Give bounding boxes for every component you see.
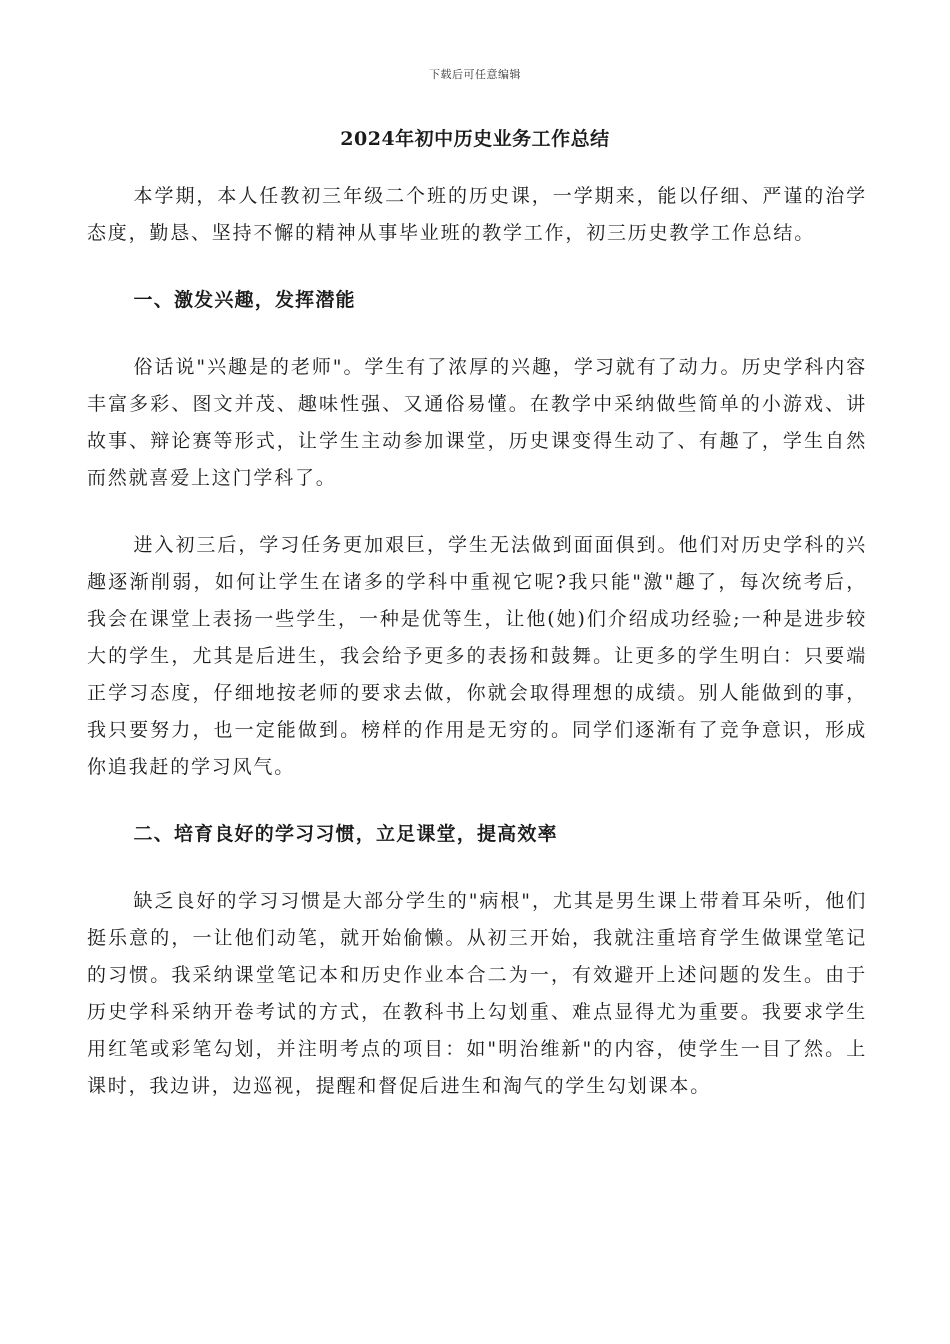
section1-paragraph-1: 俗话说"兴趣是的老师"。学生有了浓厚的兴趣，学习就有了动力。历史学科内容丰富多彩、图文并茂、趣味性强、又通俗易懂。在教学中采纳做些简单的小游戏、讲故事、辩论赛等形式，让学生主动参加课堂，历史课变得生动了、有趣了，学生自然而然就喜爱上这门学科了。 [87,356,867,489]
header-note: 下载后可任意编辑 [429,68,521,81]
spacer [87,786,867,816]
document-body [87,178,867,1105]
section1-paragraph-2: 进入初三后，学习任务更加艰巨，学生无法做到面面俱到。他们对历史学科的兴趣逐渐削弱，如何让学生在诸多的学科中重视它呢?我只能"激"趣了，每次统考后，我会在课堂上表扬一些学生，一种是优等生，让他(她)们介绍成功经验;一种是进步较大的学生，尤其是后进生，我会给予更多的表扬和鼓舞。让更多的学生明白：只要端正学习态度，仔细地按老师的要求去做，你就会取得理想的成绩。别人能做到的事，我只要努力，也一定能做到。榜样的作用是无穷的。同学们逐渐有了竞争意识，形成你追我赶的学习风气。 [87,534,867,778]
intro-paragraph: 本学期，本人任教初三年级二个班的历史课，一学期来，能以仔细、严谨的治学态度，勤恳、坚持不懈的精神从事毕业班的教学工作，初三历史教学工作总结。 [87,185,867,244]
spacer [87,252,867,282]
section2-heading: 二、培育良好的学习习惯，立足课堂，提高效率 [133,823,558,845]
spacer [87,497,867,527]
spacer [87,319,867,349]
section1-heading: 一、激发兴趣，发挥潜能 [133,289,356,311]
section2-paragraph-1: 缺乏良好的学习习惯是大部分学生的"病根"，尤其是男生课上带着耳朵听，他们挺乐意的，一让他们动笔，就开始偷懒。从初三开始，我就注重培育学生做课堂笔记的习惯。我采纳课堂笔记本和历史作业本合二为一，有效避开上述问题的发生。由于历史学科采纳开卷考试的方式，在教科书上勾划重、难点显得尤为重要。我要求学生用红笔或彩笔勾划，并注明考点的项目：如"明治维新"的内容，使学生一目了然。上课时，我边讲，边巡视，提醒和督促后进生和淘气的学生勾划课本。 [87,890,867,1097]
spacer [87,853,867,883]
document-title: 2024年初中历史业务工作总结 [340,128,610,150]
